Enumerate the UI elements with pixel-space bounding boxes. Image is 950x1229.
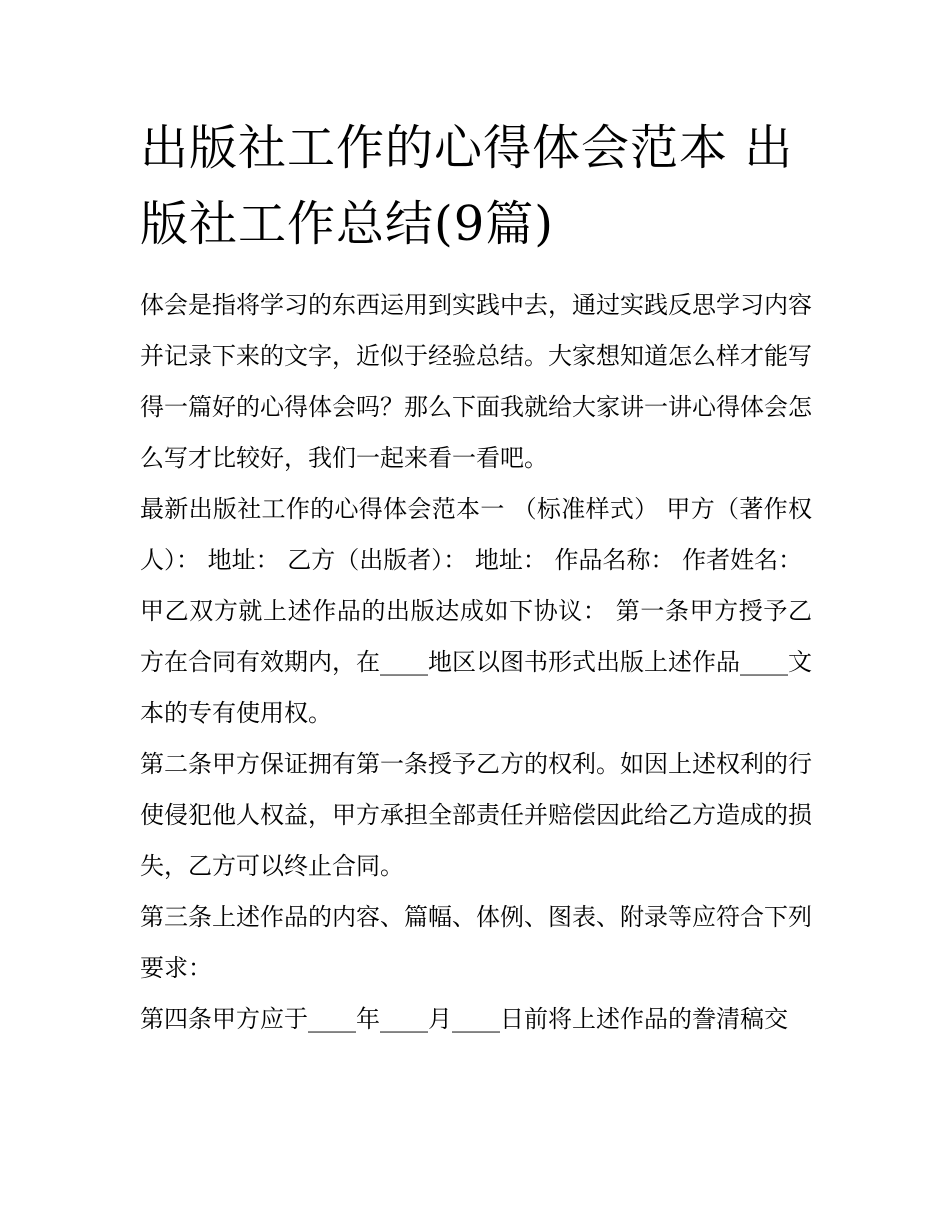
document-title: 出版社工作的心得体会范本 出版社工作总结(9篇) xyxy=(140,120,794,252)
paragraph-article-1: 甲乙双方就上述作品的出版达成如下协议： 第一条甲方授予乙方在合同有效期内，在____地区以图书形式出版上述作品____文本的专有使用权。 xyxy=(140,597,812,727)
paragraph-contract-header: 最新出版社工作的心得体会范本一 （标准样式） 甲方（著作权人）： 地址： 乙方（出版者）： 地址： 作品名称： 作者姓名： xyxy=(140,495,812,574)
paragraph-article-2: 第二条甲方保证拥有第一条授予乙方的权利。如因上述权利的行使侵犯他人权益，甲方承担全部责任并赔偿因此给乙方造成的损失，乙方可以终止合同。 xyxy=(140,750,812,880)
document-page xyxy=(140,110,812,1045)
paragraph-article-4: 第四条甲方应于____年____月____日前将上述作品的誊清稿交 xyxy=(140,1005,788,1033)
paragraph-article-3: 第三条上述作品的内容、篇幅、体例、图表、附录等应符合下列要求： xyxy=(140,903,812,982)
paragraph-intro: 体会是指将学习的东西运用到实践中去，通过实践反思学习内容并记录下来的文字，近似于经验总结。大家想知道怎么样才能写得一篇好的心得体会吗？那么下面我就给大家讲一讲心得体会怎么写才比较好，我们一起来看一看吧。 xyxy=(140,291,812,472)
